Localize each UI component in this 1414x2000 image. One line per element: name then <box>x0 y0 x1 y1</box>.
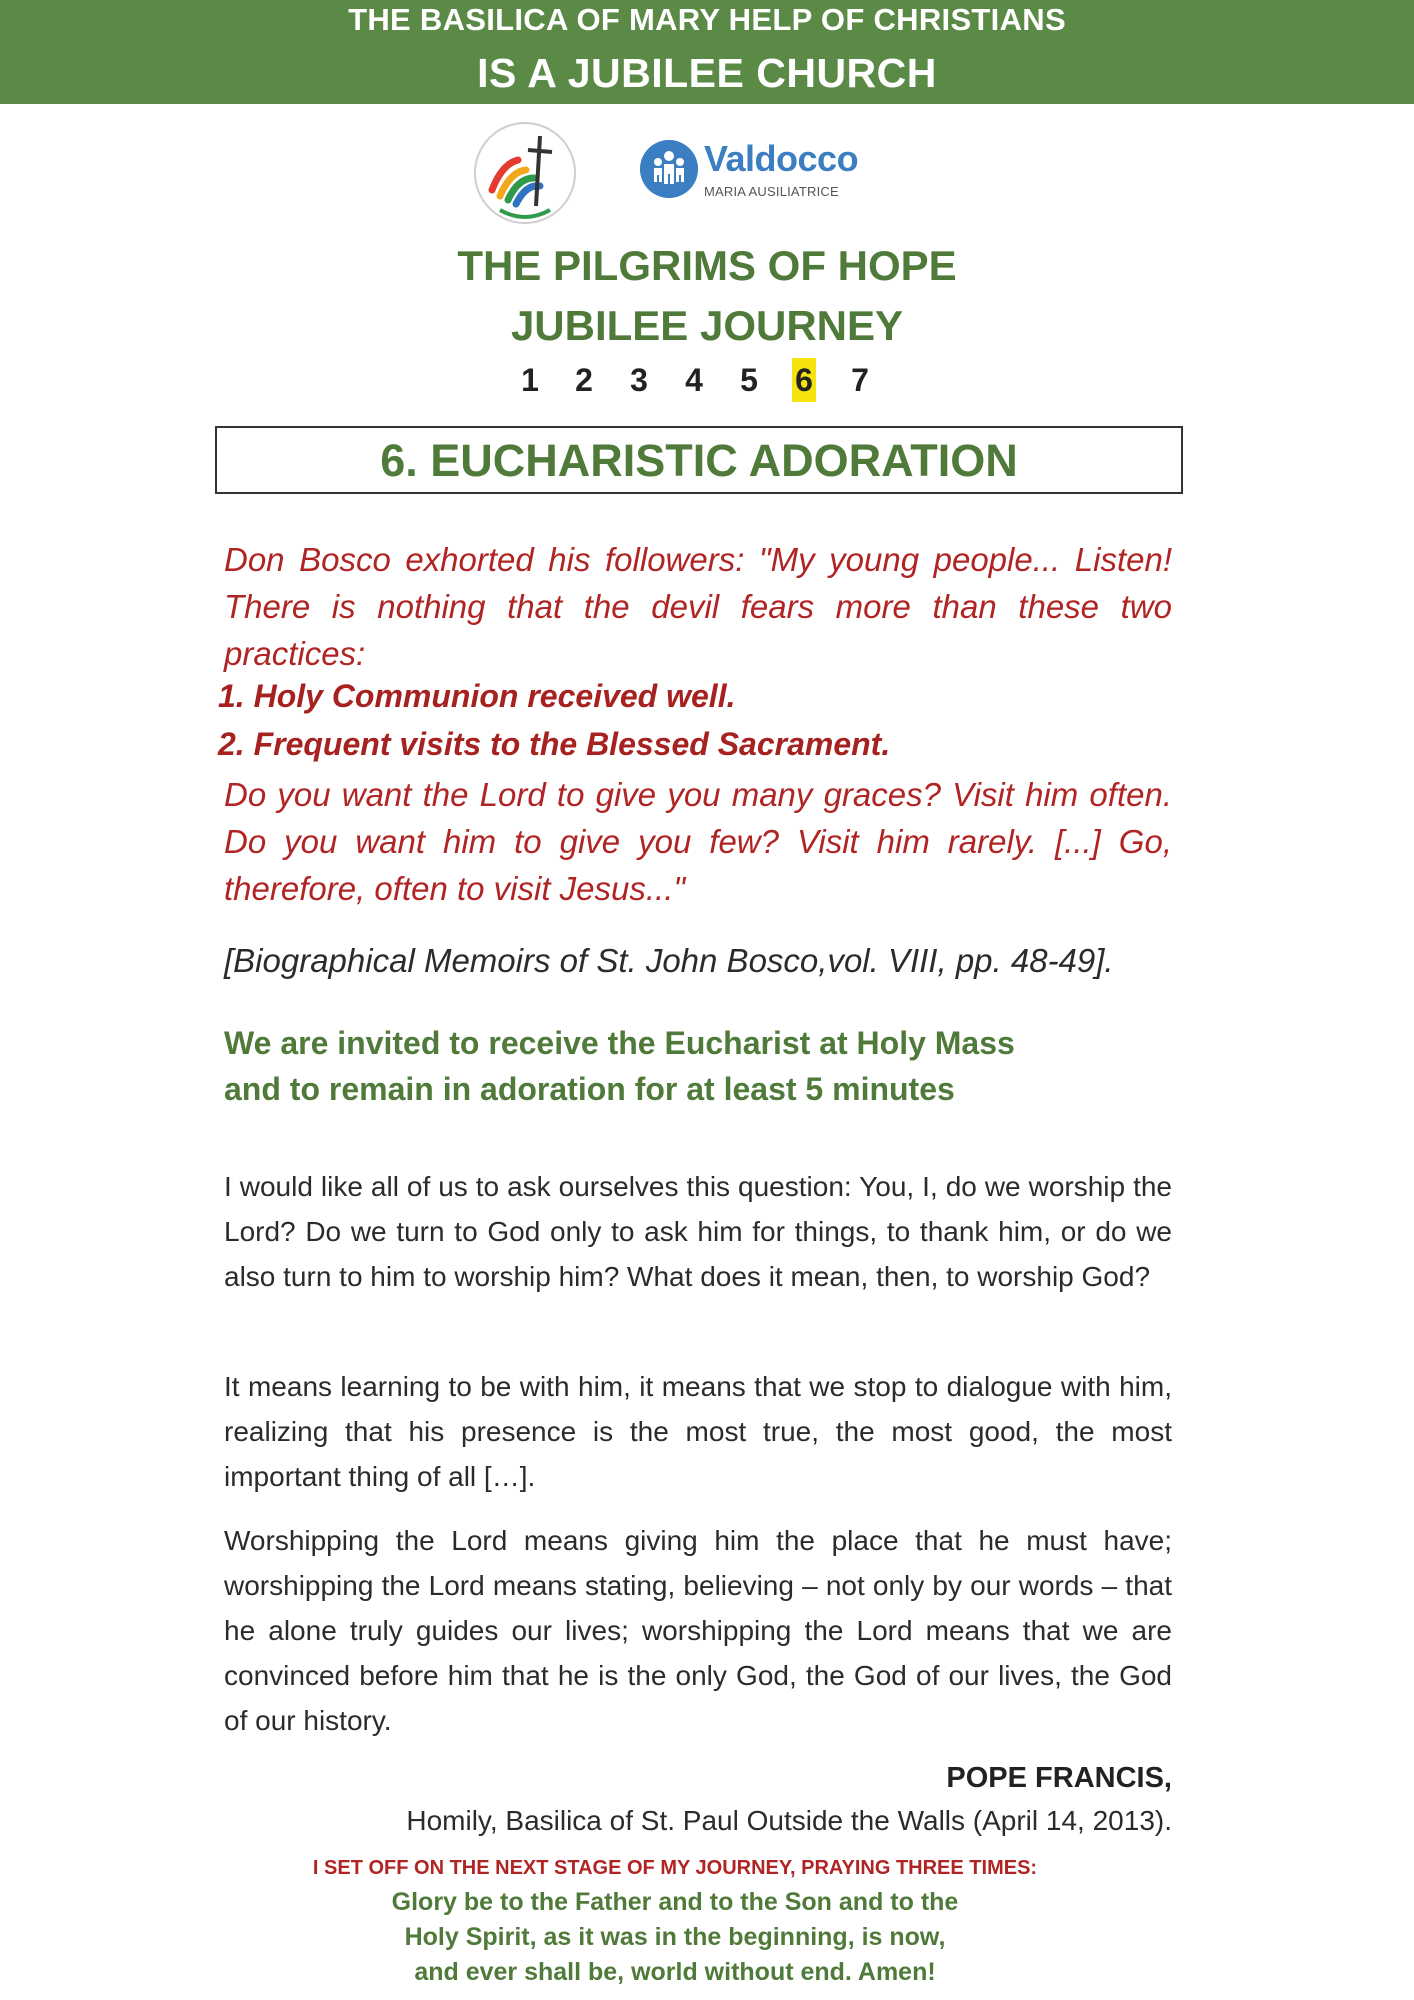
invitation-line-1: We are invited to receive the Eucharist at Holy Mass <box>224 1025 1015 1061</box>
header-banner <box>0 0 1414 104</box>
prayer-line-2: Holy Spirit, as it was in the beginning, is now, <box>404 1923 946 1951</box>
quote-source: [Biographical Memoirs of St. John Bosco,vol. VIII, pp. 48-49]. <box>224 942 1114 979</box>
step-5: 5 <box>740 362 758 398</box>
prayer-line-1: Glory be to the Father and to the Son and to the <box>391 1888 959 1916</box>
don-bosco-quote-intro: Don Bosco exhorted his followers: "My young people... Listen! There is nothing that the devil fears more than these two practices: <box>224 541 1172 672</box>
step-6-current: 6 <box>792 358 816 402</box>
valdocco-subtitle: MARIA AUSILIATRICE <box>704 184 839 199</box>
next-stage-instruction: I SET OFF ON THE NEXT STAGE OF MY JOURNEY, PRAYING THREE TIMES: <box>312 1857 1038 1879</box>
invitation-text <box>224 1020 1172 1112</box>
prayer-line-3: and ever shall be, world without end. Amen! <box>414 1958 936 1986</box>
don-bosco-quote-closing: Do you want the Lord to give you many graces? Visit him often. Do you want him to give you few? Visit him rarely. [...] Go, therefore, often to visit Jesus..." <box>224 776 1172 907</box>
journey-heading-line-1: THE PILGRIMS OF HOPE <box>457 242 957 289</box>
valdocco-name: Valdocco <box>704 138 859 179</box>
attribution-reference: Homily, Basilica of St. Paul Outside the Walls (April 14, 2013). <box>406 1805 1172 1836</box>
journey-heading-line-2: JUBILEE JOURNEY <box>510 302 904 349</box>
jubilee-logo-icon <box>470 118 580 228</box>
valdocco-people-icon <box>640 140 698 198</box>
logos-row <box>470 118 870 228</box>
homily-paragraph-2: It means learning to be with him, it means that we stop to dialogue with him, realizing that his presence is the most true, the most good, the most important thing of all […]. <box>224 1371 1172 1492</box>
step-3: 3 <box>630 362 648 398</box>
step-1: 1 <box>521 362 539 398</box>
step-4: 4 <box>685 362 703 398</box>
valdocco-logo <box>640 140 870 210</box>
attribution-author: POPE FRANCIS, <box>946 1762 1172 1794</box>
step-7: 7 <box>851 362 869 398</box>
invitation-line-2: and to remain in adoration for at least 5 minutes <box>224 1071 955 1107</box>
quote-list-item-2: 2. Frequent visits to the Blessed Sacrament. <box>218 726 891 762</box>
step-2: 2 <box>575 362 593 398</box>
banner-line-1: THE BASILICA OF MARY HELP OF CHRISTIANS <box>348 2 1066 37</box>
homily-paragraph-3: Worshipping the Lord means giving him the place that he must have; worshipping the Lord means stating, believing – not only by our words – that he alone truly guides our lives; worshipping the Lord means that we are convinced before him that he is the only God, the God of our lives, the God of our history. <box>224 1525 1172 1736</box>
quote-list-item-1: 1. Holy Communion received well. <box>218 678 736 714</box>
homily-paragraph-1: I would like all of us to ask ourselves this question: You, I, do we worship the Lord? Do we turn to God only to ask him for things, to thank him, or do we also turn to him to worship him? What does it mean, then, to worship God? <box>224 1171 1172 1292</box>
section-title: 6. EUCHARISTIC ADORATION <box>215 426 1183 494</box>
banner-line-2: IS A JUBILEE CHURCH <box>477 50 937 96</box>
